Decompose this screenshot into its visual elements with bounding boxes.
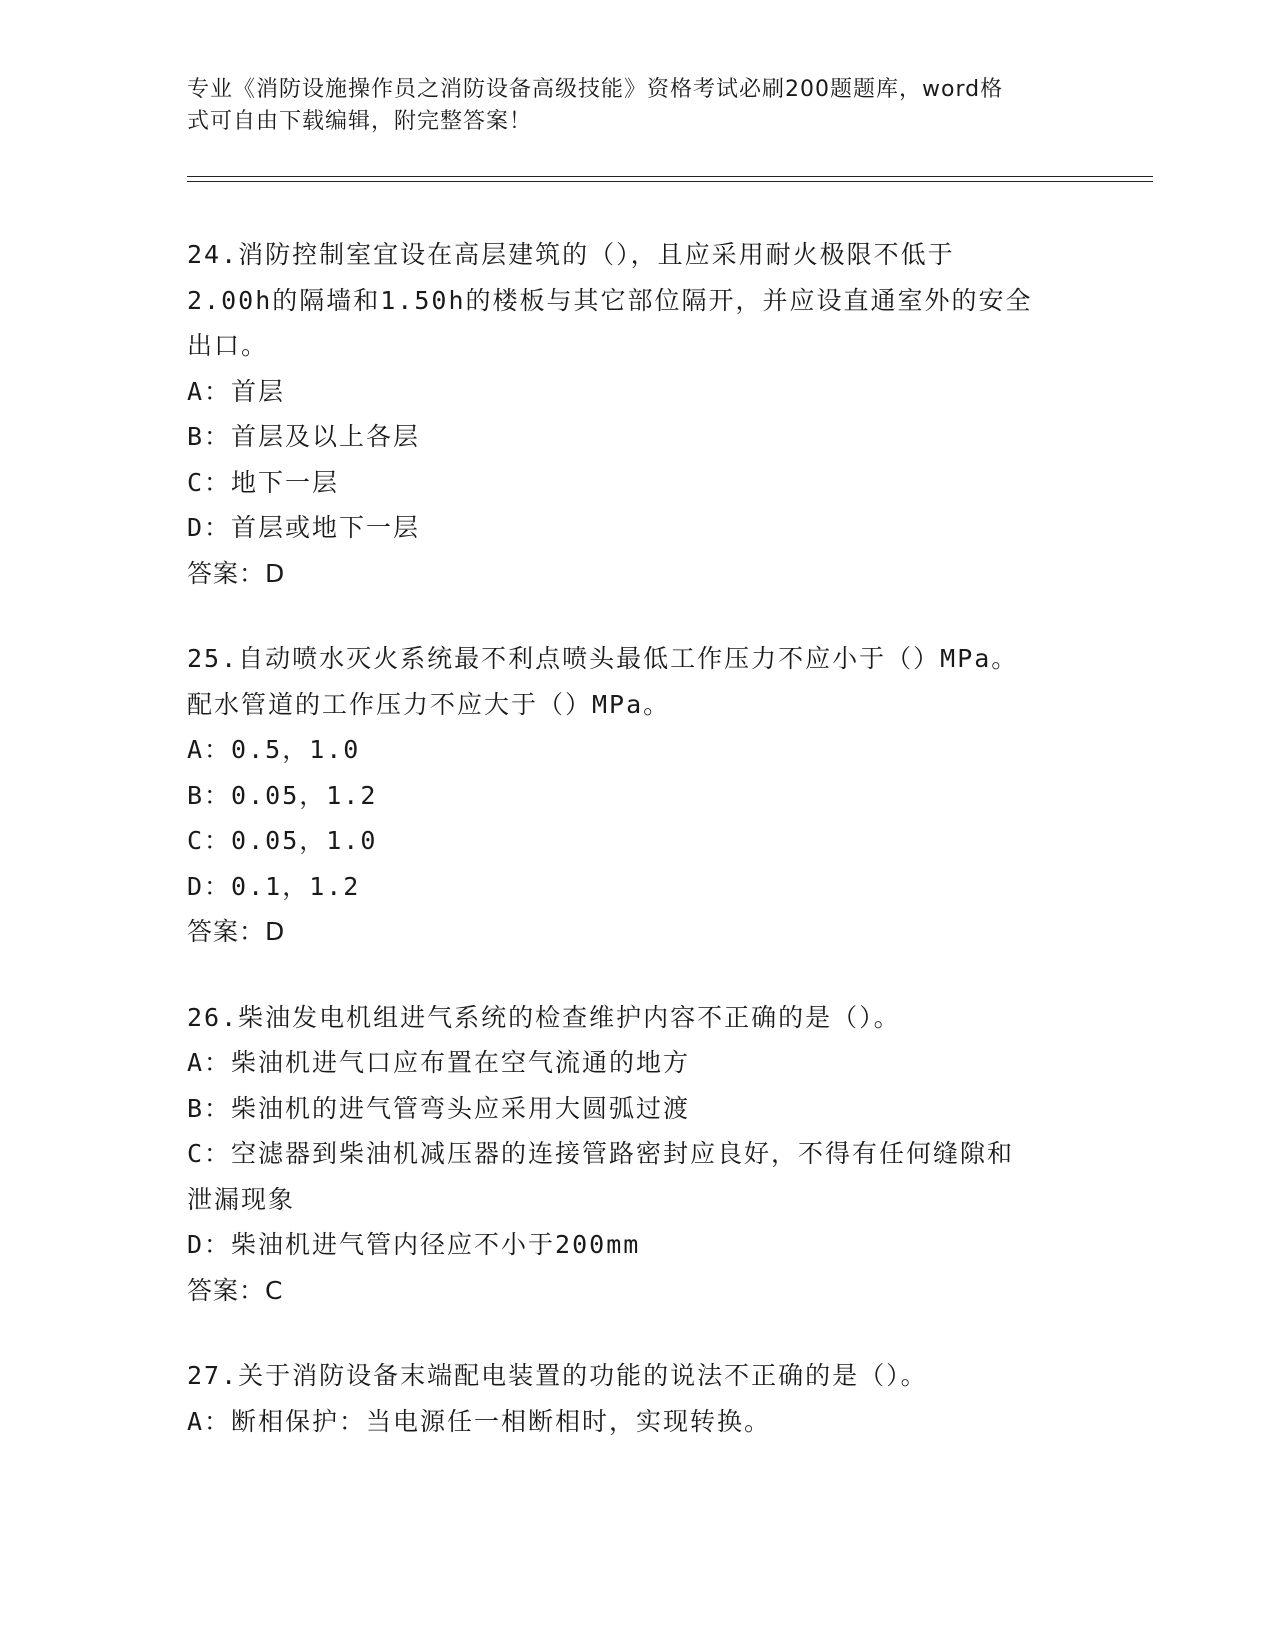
document-header [187,74,1087,138]
question-stem-line: 26.柴油发电机组进气系统的检查维护内容不正确的是（）。 [187,1002,901,1032]
option-c: C：空滤器到柴油机减压器的连接管路密封应良好，不得有任何缝隙和 [187,1139,1015,1168]
question-25 [187,636,1087,955]
option-c: C：0.05，1.0 [187,826,378,855]
answer-label: 答案：C [187,1275,284,1305]
option-d: D：柴油机进气管内径应不小于200mm [187,1230,641,1259]
question-26 [187,995,1087,1314]
answer-label: 答案：D [187,917,286,946]
header-line-2: 式可自由下载编辑，附完整答案！ [187,109,533,134]
question-27 [187,1353,1087,1444]
question-list [187,232,1087,1484]
option-d: D：首层或地下一层 [187,513,421,542]
option-b: B：首层及以上各层 [187,422,421,451]
option-b: B：0.05，1.2 [187,780,378,810]
question-stem-line: 出口。 [187,331,269,360]
question-24 [187,232,1087,596]
header-line-1: 专业《消防设施操作员之消防设备高级技能》资格考试必刷200题题库，word格 [187,77,1004,102]
option-a: A：首层 [187,376,286,406]
question-stem-line: 配水管道的工作压力不应大于（）MPa。 [187,689,671,719]
question-stem-line: 25.自动喷水灭火系统最不利点喷头最低工作压力不应小于（）MPa。 [187,644,1019,673]
answer-label: 答案：D [187,558,286,588]
header-divider-bottom [187,181,1153,182]
question-stem-line: 27.关于消防设备末端配电装置的功能的说法不正确的是（）。 [187,1361,928,1390]
question-stem-line: 24.消防控制室宜设在高层建筑的（），且应采用耐火极限不低于 [187,240,955,269]
option-d: D：0.1，1.2 [187,871,361,901]
header-divider-top [187,176,1153,177]
option-c: C：地下一层 [187,467,340,497]
option-c-continued: 泄漏现象 [187,1184,296,1214]
option-b: B：柴油机的进气管弯头应采用大圆弧过渡 [187,1093,691,1123]
option-a: A：柴油机进气口应布置在空气流通的地方 [187,1048,691,1077]
question-stem-line: 2.00h的隔墙和1.50h的楼板与其它部位隔开，并应设直通室外的安全 [187,285,1033,315]
option-a: A：断相保护：当电源任一相断相时，实现转换。 [187,1406,772,1436]
option-a: A：0.5，1.0 [187,735,361,764]
